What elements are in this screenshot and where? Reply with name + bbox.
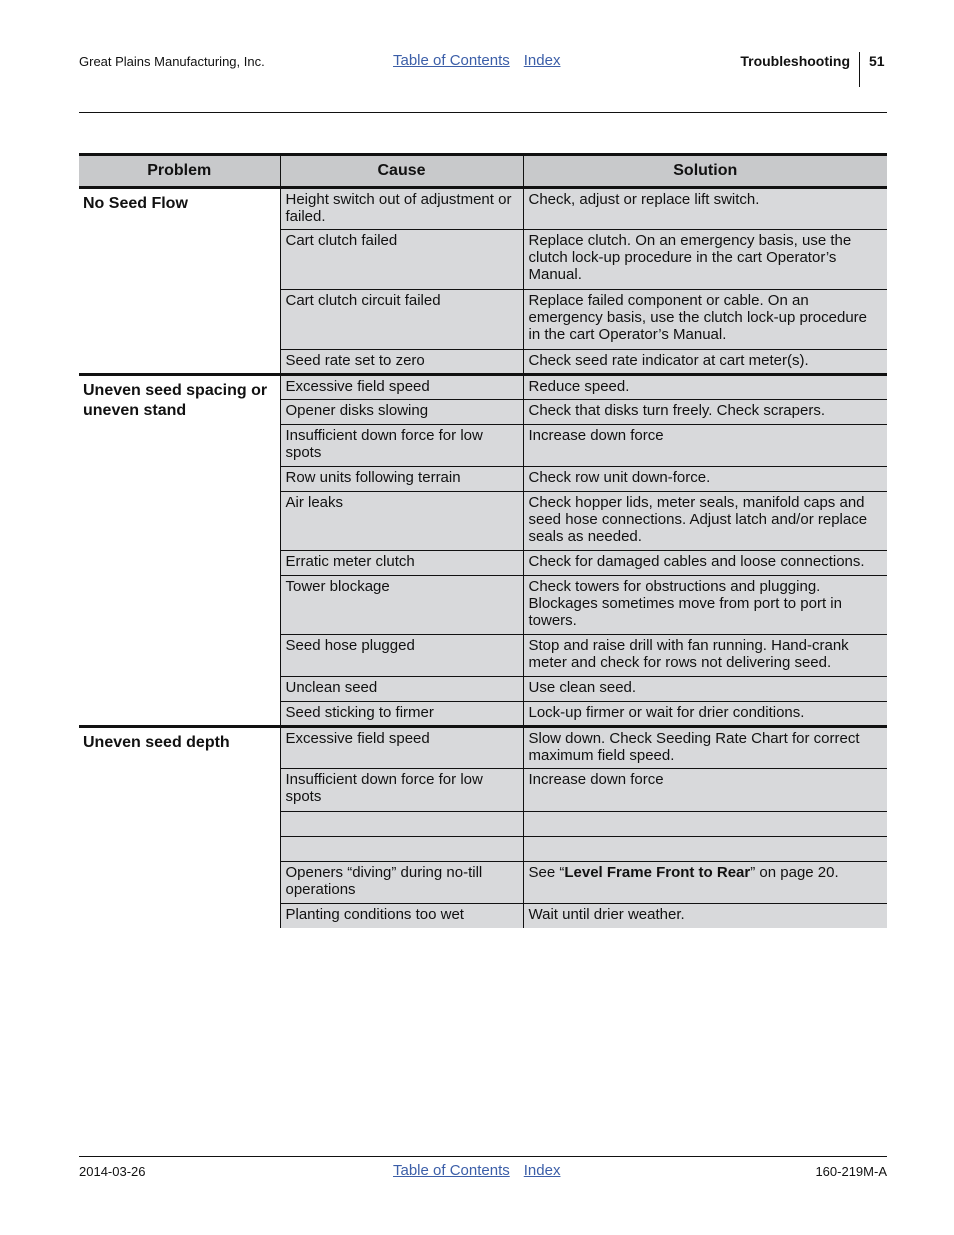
cause-cell: Seed hose plugged: [280, 635, 523, 677]
header-nav: [393, 52, 560, 69]
cause-cell: Tower blockage: [280, 576, 523, 635]
solution-cell: Replace clutch. On an emergency basis, use the clutch lock-up procedure in the cart Operator’s Manual.: [523, 230, 887, 290]
solution-cell: [523, 837, 887, 862]
solution-cell: Wait until drier weather.: [523, 904, 887, 928]
cause-cell: Opener disks slowing: [280, 400, 523, 425]
solution-cell: Reduce speed.: [523, 375, 887, 400]
cause-cell: Seed rate set to zero: [280, 350, 523, 375]
column-header-problem: Problem: [79, 155, 280, 188]
solution-cell: Slow down. Check Seeding Rate Chart for correct maximum field speed.: [523, 727, 887, 769]
document-number: 160-219M-A: [815, 1164, 887, 1179]
column-header-cause: Cause: [280, 155, 523, 188]
cause-cell: Insufficient down force for low spots: [280, 769, 523, 812]
solution-cell: Check towers for obstructions and plugging. Blockages sometimes move from port to port in towers.: [523, 576, 887, 635]
solution-text: ” on page 20.: [750, 864, 839, 881]
cause-cell: Row units following terrain: [280, 467, 523, 492]
table-of-contents-link[interactable]: Table of Contents: [393, 1162, 510, 1179]
problem-cell: Uneven seed spacing or uneven stand: [79, 375, 280, 727]
cause-cell: Cart clutch circuit failed: [280, 290, 523, 350]
table-row: [79, 188, 887, 230]
table-header-row: [79, 155, 887, 188]
solution-cell: Check hopper lids, meter seals, manifold caps and seed hose connections. Adjust latch and/or replace seals as needed.: [523, 492, 887, 551]
solution-cell: Increase down force: [523, 769, 887, 812]
table-row: [79, 727, 887, 769]
section-title: Troubleshooting: [740, 53, 850, 69]
cause-cell: Insufficient down force for low spots: [280, 425, 523, 467]
cause-cell: [280, 812, 523, 837]
solution-cell: Check row unit down-force.: [523, 467, 887, 492]
header-divider: [859, 52, 860, 87]
solution-cell: Lock-up firmer or wait for drier conditions.: [523, 702, 887, 727]
cause-cell: Height switch out of adjustment or failed.: [280, 188, 523, 230]
solution-cell: [523, 812, 887, 837]
cause-cell: Excessive field speed: [280, 375, 523, 400]
cause-cell: [280, 837, 523, 862]
cause-cell: Planting conditions too wet: [280, 904, 523, 928]
cause-cell: Unclean seed: [280, 677, 523, 702]
solution-cell: Increase down force: [523, 425, 887, 467]
index-link[interactable]: Index: [523, 52, 561, 69]
column-header-solution: Solution: [523, 155, 887, 188]
cause-cell: Excessive field speed: [280, 727, 523, 769]
solution-cell: [523, 862, 887, 904]
footer-rule: [79, 1156, 887, 1157]
table-body: [79, 188, 887, 928]
solution-cell: Check, adjust or replace lift switch.: [523, 188, 887, 230]
cause-cell: Openers “diving” during no-till operations: [280, 862, 523, 904]
cause-cell: Air leaks: [280, 492, 523, 551]
problem-cell: Uneven seed depth: [79, 727, 280, 928]
cross-reference-link[interactable]: Level Frame Front to Rear: [564, 864, 751, 881]
solution-cell: Replace failed component or cable. On an emergency basis, use the clutch lock-up procedure in the cart Operator’s Manual.: [523, 290, 887, 350]
cause-cell: Erratic meter clutch: [280, 551, 523, 576]
cause-cell: Seed sticking to firmer: [280, 702, 523, 727]
table-of-contents-link[interactable]: Table of Contents: [393, 52, 510, 69]
cause-cell: Cart clutch failed: [280, 230, 523, 290]
header-rule: [79, 112, 887, 113]
solution-cell: Check that disks turn freely. Check scrapers.: [523, 400, 887, 425]
solution-cell: Stop and raise drill with fan running. Hand-crank meter and check for rows not delivering seed.: [523, 635, 887, 677]
company-name: Great Plains Manufacturing, Inc.: [79, 54, 265, 69]
troubleshooting-table: [79, 153, 887, 928]
solution-text: See “: [528, 864, 565, 881]
table-row: [79, 375, 887, 400]
footer-date: 2014-03-26: [79, 1164, 146, 1179]
problem-cell: No Seed Flow: [79, 188, 280, 375]
solution-cell: Use clean seed.: [523, 677, 887, 702]
solution-cell: Check for damaged cables and loose connections.: [523, 551, 887, 576]
page-number: 51: [869, 53, 885, 69]
solution-cell: Check seed rate indicator at cart meter(s).: [523, 350, 887, 375]
footer-nav: [393, 1162, 560, 1179]
index-link[interactable]: Index: [523, 1162, 561, 1179]
